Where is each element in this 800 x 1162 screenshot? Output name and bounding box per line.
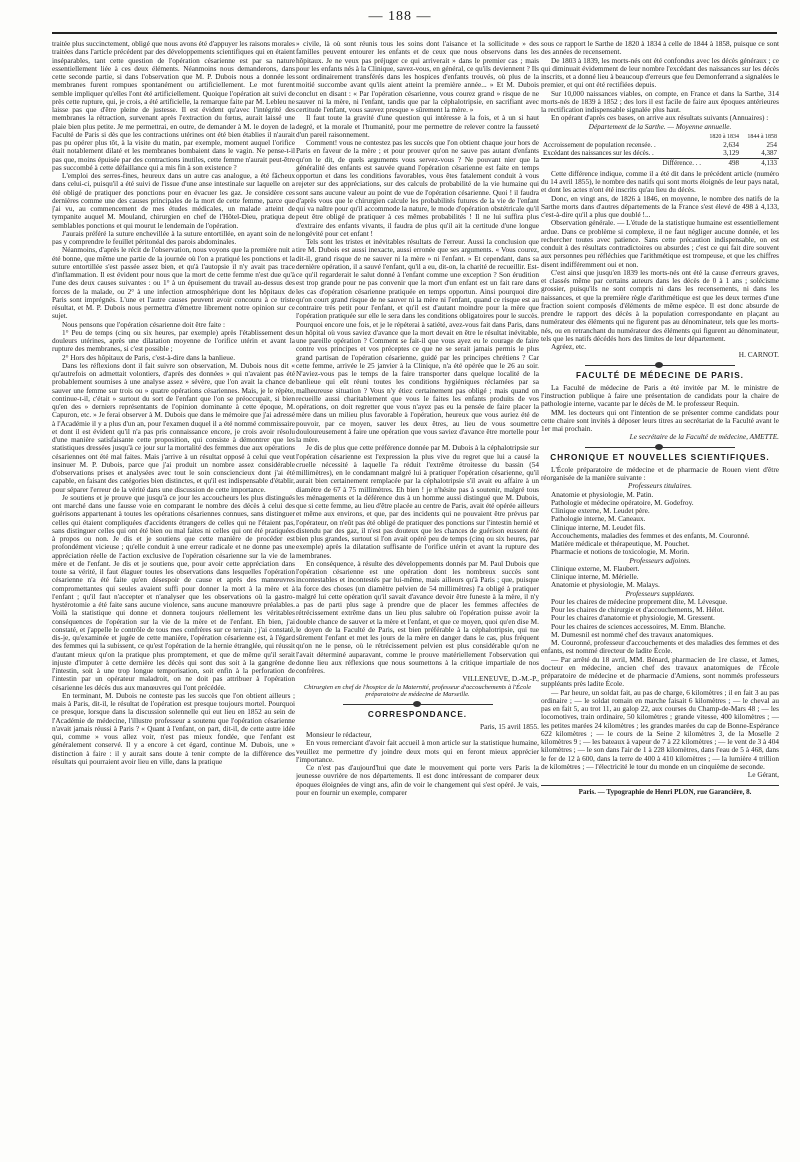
table-row-label: Différence. . . [541,158,703,167]
right-column [541,40,779,1150]
middle-paragraph: Je dis de plus que cette préférence donnée par M. Dubois à la céphalotripsie sur l'opération césarienne est l'expression la plus vive du regret que lui a causé la cruelle nécessité à laquelle l'a réduit l'extrême étroitesse du bassin (54 millimètres), en le condamnant malgré lui à pratiquer l'opération césarienne, qu'il aurait bien certainement remplacée par la céphalotripsie s'il avait eu affaire à un diamètre de 67 à 75 millimètres. Eh bien ! je n'hésite pas à soutenir, malgré tous les ménagements et la déférence dus à un homme aussi distingué que M. Dubois, que si cette femme, au lieu d'être placée au centre de Paris, avait été opérée ailleurs et même aux environs, et que, par des incidents qui ne pouvaient être prévus par l'opérateur, on n'eût pas été obligé de pratiquer des ponctions sur l'intestin hernié et distendu par des gaz, il n'est pas douteux que les chances de guérison eussent été bien plus grandes, surtout si l'on avait opéré peu de temps (cinq ou six heures, par exemple) après la dilatation suffisante de l'orifice utérin et avant la rupture des membranes. [296,443,539,560]
table-header-cell: 1844 à 1858 [747,133,777,140]
correspondence-paragraph: En vous remerciant d'avoir fait accueil à mon article sur la statistique humaine, veuillez me permettre d'y joindre deux mots qui en feront mieux apprécier l'importance. [296,738,539,764]
table-title: Département de la Sarthe. — Moyenne annuelle. [588,121,732,131]
table-cell: 4,387 [761,149,777,158]
list-heading: Professeurs suppléants. [625,588,695,598]
left-paragraph: 2° Hors des hôpitaux de Paris, c'est-à-dire dans la banlieue. [62,352,236,362]
printer-line: Paris. — Typographie de Henri PLON, rue Garancière, 8. [578,788,752,797]
carnot-signature: H. CARNOT. [738,350,779,360]
list-item: Pour les chaires de sciences accessoires, M. Emm. Blanche. [551,621,726,631]
right-paragraph: Donc, en vingt ans, de 1826 à 1846, en moyenne, le nombre des natifs de la Sarthe morts dans d'autres départements de la France s'est élevé de 498 à 4,133, c'est-à-dire qu'il a plus que doublé !... [541,193,779,219]
left-paragraph: L'emploi des serres-fines, heureux dans un autre cas analogue, a été fâcheux dans celui-ci, puisqu'il a été suivi de l'issue d'une anse intestinale sur laquelle on a été obligé de pratiquer des ponctions pour en évacuer les gaz. Je considère ces dernières comme une des causes principales de la mort de cette femme, parce que j'ai vu, au commencement de mes études médicales, un malade atteint de tympanite auquel M. Mouland, chirurgien en chef de l'Hôtel-Dieu, pratiqua de semblables ponctions et qui mourut le lendemain de l'opération. [52,171,295,230]
left-paragraph: Nous pensons que l'opération césarienne doit être faite : [62,319,226,329]
correspondence-heading: CORRESPONDANCE. [367,709,468,719]
list-item: Pour les chaires de chirurgie et d'accouchements, M. Hélot. [551,605,725,614]
faculty-signature: Le secrétaire de la Faculté de médecine, AMETTE. [629,432,779,442]
author-title: Chirurgien en chef de l'hospice de la Maternité, professeur d'accouchements à l'École préparatoire de médecine de Marseille. [303,683,532,699]
chronicle-paragraph: — Par arrêté du 18 avril, MM. Bénard, pharmacien de 1re classe, et James, docteur en médecine, ancien chef des travaux anatomiques de l'École préparatoire de médecine et de pharmacie d'Amiens, sont nommés professeurs suppléants près ladite École. [541,654,779,689]
right-paragraph: Sur 10,000 naissances viables, on compte, en France et dans la Sarthe, 314 morts-nés de 1839 à 1852 ; des lors il est facile de faire aux époques antérieures la rectification indispensable signalée plus haut. [541,88,779,114]
table-row-label: Excédant des naissances sur les décès. . [543,149,654,158]
list-item: Accouchements, maladies des femmes et des enfants, M. Couronné. [551,530,750,540]
table-cell: 254 [766,141,777,149]
right-paragraph: En opérant d'après ces bases, on arrive aux résultats suivants (Annuaires) : [551,113,769,123]
list-item: Pour les chaires de médecine proprement dite, M. Lévesque. [551,596,728,606]
table-cell: 4,133 [741,158,779,167]
list-item: Matière médicale et thérapeutique, M. Pouchet. [551,539,690,548]
chronicle-heading: CHRONIQUE ET NOUVELLES SCIENTIFIQUES. [550,452,770,462]
list-item: Anatomie et physiologie, M. Malays. [551,580,660,590]
left-paragraph: 1° Peu de temps (cinq ou six heures, par exemple) après l'établissement des douleurs utérines, après une dilatation moyenne de l'orifice utérin et avant la rupture des membranes, si c'est possible ; [52,327,295,354]
right-paragraph: sous ce rapport le Sarthe de 1820 à 1834 à celle de 1844 à 1858, puisque ce sont des années de recensement. [541,40,779,57]
chronicle-paragraph: — Par heure, un soldat fait, au pas de charge, 6 kilomètres ; il en fait 3 au pas ordinaire ; — le soldat romain en marche faisait 6 kilomètres ; — le cheval au pas en fait 5, au trot 11, au galop 22, aux courses du Champ-de-Mars 48 ; — les locomotives, train ordinaire, 50 kilomètres ; grande vitesse, 400 kilomètres ; — les petites marées 24 kilomètres ; les grandes marées du cap de Bonne-Espérance 622 kilomètres ; — le cours de la Seine 2 kilomètres 3, de la Moselle 2 kilomètres 9 ; — les bateaux à vapeur de 7 à 22 kilomètres ; — le vent de 3 à 404 kilomètres ; — le son dans l'air de 1 à 228 kilomètres, dans l'eau de 5 à 468, dans le fer de 12 à 600, dans la terre de 400 à 410 kilomètres ; — la lumière 4 trillion de kilomètres ; — l'électricité le tour du monde en un cinquième de seconde. [541,687,779,771]
left-paragraph: traitée plus succinctement, obligé que nous avons été d'appuyer les raisons morales traitées dans l'article précédent par des développements scientifiques qui en étaient inséparables, tant cette question de l'opération césarienne est par sa nature essentiellement liée à ces deux éléments. Néanmoins nous demanderons, dans cette seconde partie, si dans l'observation que M. P. Dubois nous a donnée les membranes furent rompues spontanément ou artificiellement. Le mot furent semble impliquer qu'elles l'ont été artificiellement. Quoique l'opération ait suivi de près cette rupture, qui, je crois, a été artificielle, la remarque faite par M. Lebleu ne laisse pas que d'être pleine de justesse. Il est évident qu'avec l'intégrité des membranes la rétraction, survenant après l'extraction du fœtus, aurait laissé une plaie bien plus petite. Je me permettrai, en outre, de demander à M. le doyen de la Faculté de Paris si dès que les contractions utérines ont été bien établies il n'aurait pas pu opérer plus tôt, à la visite du matin, par exemple, moment auquel l'orifice était notablement dilaté et les membranes bombaient dans le vagin. Ne pense-t-il pas que, moins épuisée par des contractions inutiles, cette femme n'aurait peut-être pas succombé à cette défaillance qui a mis fin à son existence ? [52,40,295,172]
table-row-label: Accroissement de population recensée. . [543,141,656,149]
correspondence-date: Paris, 15 avril 1855. [480,721,539,731]
left-paragraph: En terminant, M. Dubois ne conteste pas les succès que l'on obtient ailleurs ; mais à Paris, dit-il, le résultat de l'opération est presque toujours mortel. Pourquoi ce presque, lorsque dans la discussion solennelle qui eut lieu en 1852 au sein de l'Académie de médecine, l'illustre professeur a soutenu que l'opération césarienne n'avait jamais réussi à Paris ? « Quant à l'enfant, on part, dit-il, de cette autre idée qui, comme » vous allez voir, n'est pas mieux fondée, que l'enfant est généralement conservé. Il y a encore à cet égard, continue M. Dubois, une » distinction à faire : il y aurait sans doute à tenir compte de la différence des résultats qui pourraient avoir lieu en ville, dans la pratique [52,690,295,766]
section-ornament [585,447,735,448]
list-item: Pharmacie et notions de toxicologie, M. Morin. [551,547,690,557]
list-item: Clinique externe, M. Flaubert. [551,563,640,573]
list-item: Clinique interne, M. Mérielle. [551,572,639,581]
correspondence-paragraph: Ce n'est pas d'aujourd'hui que date le mouvement qui porte vers Paris la jeunesse ouvrière de nos départements. Il est donc intéressant de comparer deux époques éloignées de vingt ans, afin de voir le changement qui s'est opéré. Je vais, pour en fournir un exemple, comparer [296,763,539,797]
left-paragraph: J'aurais préféré la suture enchevillée à la suture entortillée, en ayant soin de ne pas y comprendre le feuillet péritonéal des parois abdominales. [52,228,295,246]
table-row [541,141,779,149]
header-rule [52,32,777,34]
faculty-heading: FACULTÉ DE MÉDECINE DE PARIS. [576,370,744,380]
table-cell: 2,634 [723,141,739,149]
middle-paragraph: En conséquence, à résulte des développements donnés par M. Paul Dubois que l'opération césarienne est une opération dont les nombreux succès sont incontestables et incontestés par lui-même, mais ailleurs qu'à Paris ; que, puisque la force des choses (un diamètre pelvien de 54 millimètres) l'a obligé à pratiquer malgré lui cette opération qu'il savait d'avance devoir être funeste à la mère, il n'y a pas de parti plus sage à prendre que de placer les femmes affectées de rétrécissement extrême dans un lieu plus salubre où l'opération puisse avoir la double chance de sauver et la mère et l'enfant, et que ce moyen, quoi qu'en dise M. le doyen de la Faculté de Paris, est bien préférable à la céphalotripsie, qui tue sûrement l'enfant et met les jours de la mère en danger dans le cas, plus fréquent qu'on ne le pense, où le rétrécissement pelvien est plus considérable qu'on ne l'avait déterminé auparavant, comme le prouve matériellement l'observation qui donne lieu aux réflexions que nous soumettons à la critique impartiale de nos confrères. [296,558,539,675]
table-row [541,149,779,158]
middle-paragraph: Tels sont les tristes et inévitables résultats de l'erreur. Aussi la conclusion que tire M. Dubois est aussi inexacte, aussi erronée que ses arguments. « Vous courez, dit-il, grand risque de ne sauver ni la mère » ni l'enfant. » Et cependant, dans sa dernière opération, il a sauvé l'enfant, qu'il a eu, dit-on, la charité de recueillir. Est-ce qu'il regarderait le salut donné à l'enfant comme une exception ? Son érudition est trop grande pour ne pas convenir que la mort d'un enfant est un fait rare dans les cas d'opération césarienne pratiquée en temps opportun. Ainsi pourquoi dire qu'on court grand risque de ne sauver ni la mère ni l'enfant, quand ce risque est au contraire très petit pour l'enfant, et qu'il est d'autant moindre pour la mère que l'opération pratiquée sur elle le sera dans les conditions obligatoires pour le succès. Pourquoi encore une fois, et je le répéterai à satiété, avez-vous fait dans Paris, dans un hôpital où vous saviez d'avance que la mort devait en être le résultat inévitable, une pareille opération ? Comment se fait-il que vous ayez eu le courage de faire contre vos principes et vos préceptes ce que ne se serait jamais permis le plus grand partisan de l'opération césarienne, guidé par les principes chrétiens ? Car cette femme, arrivée le 25 janvier à la Clinique, n'a été opérée que le 26 au soir. N'aviez-vous pas le temps de la faire transporter dans quelque localité de la banlieue qui eût réuni toutes les conditions hygiéniques réclamées par sa malheureuse situation ? Vous n'y étiez certainement pas obligé ; mais quand on recueille aussi charitablement que vous le faites les enfants produits de vos opérations, on doit regretter que vous n'ayez pas eu la pensée de faire placer la mère dans un milieu plus favorable à l'opération, heureux que vous auriez été de pouvoir, par ce moyen, sauver les deux êtres, au lieu de vous soumettre douloureusement à faire une opération que vous saviez d'avance être mortelle pour la mère. [296,237,539,444]
chronicle-intro: L'École préparatoire de médecine et de pharmacie de Rouen vient d'être réorganisée de la manière suivante : [541,464,779,482]
gerant-label: Le Gérant, [747,770,779,779]
list-item: M. Couronné, professeur d'accouchements et des maladies des femmes et des enfants, est nommé directeur de ladite École. [541,638,779,656]
left-paragraph: Néanmoins, d'après le récit de l'observation, nous voyons que la première nuit a été bonne, que même une partie de la journée où l'on a pratiqué les ponctions et la suture entortillée s'est passée assez bien, et qu'à l'autopsie il n'y avait pas trace d'inflammation. Il est évident pour nous que la mort de cette femme n'est due qu'à l'une des deux causes suivantes : ou 1° à un épuisement du travail au-dessus des forces de la malade, ou 2° à une infection atmosphérique dont les hôpitaux de Paris sont imprégnés. L'une et l'autre causes peuvent avoir concouru à ce triste résultat, et M. P. Dubois nous permettra d'émettre librement notre opinion sur ce sujet. [52,245,295,321]
footer-rule [541,785,779,786]
list-item: M. Dumesnil est nommé chef des travaux anatomiques. [551,629,714,639]
table-cell: 498 [703,158,741,167]
middle-paragraph: Il faut toute la gravité d'une question qui intéresse à la fois, et à un si haut degré, et la morale et l'humanité, pour me permettre de relever contre la fausseté d'un pareil raisonnement. [296,113,539,139]
table-header-cell: 1820 à 1834 [709,133,739,140]
page-number: — 188 — [368,9,432,24]
table-header-row [541,133,779,141]
correspondence-salutation: Monsieur le rédacteur, [306,730,372,740]
middle-paragraph: » civile, là où sont réunis tous les soins dont l'aisance et la sollicitude » des familles peuvent entourer les enfants et de ceux que nous observons dans les hôpitaux. Je ne veux pas préjuger ce qui arriverait » dans le premier cas ; mais pour les enfants nés à la Clinique, savez-vous, en général, ce qu'ils deviennent ? Ils sont ordinairement transférés dans les hospices d'enfants trouvés, où plus de la moitié succombe avant qu'ils aient atteint la première année... » Et M. Dubois conclut en disant : « Par l'opération césarienne, vous courez grand » risque de ne sauver ni la mère, ni l'enfant, tandis que par la céphalotripsie, en sacrifiant avec certitude l'enfant, vous sauvez presque » sûrement la mère. » [296,40,539,114]
right-paragraph: Cette différence indique, comme il a été dit dans le précédent article (numéro du 14 avril 1855), le nombre des natifs qui sont morts éloignés de leur pays natal, et dont les actes n'ont été inscrits qu'au lieu du décès. [541,168,779,195]
list-item: Pathologie interne, M. Caneaux. [551,514,646,524]
left-column [52,40,295,1150]
author-signature: VILLENEUVE, D.-M.-P., [462,674,539,684]
left-paragraph: Dans les réflexions dont il fait suivre son observation, M. Dubois nous dit « qu'autrefois on admettait volontiers, d'après des données » qui n'avaient pas été probablement soumises à une analyse assez » sévère, que l'on avait la chance de sauver une femme sur trois ou » quatre opérations césariennes. Mais, je le répète, continue-t-il, c'était » surtout du sort de l'enfant que l'on se préoccupait, si bien qu'en des » derniers représentants de l'opinion dominante à cette époque, M. Capuron, etc. » Je ferai observer à M. Dubois que dans le mémoire que j'ai adressé à l'Académie il y a plus d'un an, pour l'examen duquel il a été nommé commissaire et dont il est évident qu'il n'a pas pris connaissance encore, je crois avoir résolu d'une manière satisfaisante cette proposition, qui consiste à démontrer que les statistiques dressées jusqu'à ce jour sur la mortalité des femmes due aux opérations césariennes ont été mal faites. Mais j'arrive à un résultat opposé à celui que veut insinuer M. P. Dubois, parce que j'ai produit un nombre assez considérable d'observations prises et analysées avec tout le soin consciencieux dont j'ai été capable, en faisant des catégories bien distinctes, et qu'il est indispensable d'établir, pour séparer l'erreur de la vérité dans une discussion de cette importance. [52,360,295,494]
list-item: Anatomie et physiologie, M. Patin. [551,489,654,499]
right-paragraph: Observation générale. — L'étude de la statistique humaine est essentiellement ardue. Dans ce problème si complexe, il ne faut négliger aucune donnée, et les rechercher toutes avec patience. Sans cette précaution indispensable, on est conduit à des résultats contradictoires ou absurdes ; c'est ce qui fait dire souvent aux personnes peu réfléchies que l'arithmétique est trompeuse, et que les chiffres disent indifféremment oui et non. [541,218,779,269]
list-item: Clinique interne, M. Leudet fils. [551,522,646,532]
table-row [541,158,779,167]
section-ornament [343,704,493,705]
list-item: Pathologie et médecine opératoire, M. Godefroy. [551,497,694,507]
faculty-paragraph: MM. les docteurs qui ont l'intention de se présenter comme candidats pour cette chaire sont invités à déposer leurs titres au secrétariat de la Faculté avant le 1er mai prochain. [541,407,779,433]
statistics-table [541,133,779,167]
left-paragraph: Je soutiens et je prouve que jusqu'à ce jour les accoucheurs les plus distingués ont marché dans une fausse voie en comparant le nombre des décès à celui des guérisons appartenant à toutes les opérations césariennes connues, sans distinguer celles qui étaient compliquées d'accidents étrangers de celles qui ne l'étaient pas, sans distinguer celles qui ont été bien ou mal faites ni celles qui ont été pratiquées à propos ou non. Je dis et je soutiens que cette manière de procéder est profondément vicieuse ; qu'elle conduit à une erreur radicale et ne donne pas une appréciation réelle de l'action exclusive de l'opération césarienne sur la vie de la mère et de l'enfant. Je dis et je soutiens que, pour avoir cette appréciation dans toute sa vérité, il faut élaguer toutes les observations dans lesquelles l'opération césarienne n'a été faite qu'en désespoir de cause et après des manœuvres compromettantes qui seules avaient suffi pour donner la mort à la mère et à l'enfant ; qu'il faut n'accepter et n'analyser que les observations où la gastro-hystérotomie a été faite sans aucune violence, sans aucune manœuvre préalables. Voilà la statistique qui donne et donnera toujours réellement les véritables conséquences de l'opération sur la vie de la mère et de l'enfant. Eh bien, j'ai constaté, et j'appelle le contrôle de tous mes confrères sur ce terrain ; j'ai constaté, dis-je, qu'examinée et jugée de cette manière, l'opération césarienne est, à l'égard des femmes qui la subissent, ce qu'est l'opération de la hernie étranglée, qui réussit d'autant mieux qu'on la pratique plus promptement, et que de même qu'il serait injuste d'imputer à cette dernière les décès qui sont dus soit à la gangrène de l'intestin, soit à une trop longue temporisation, soit enfin à la perforation de l'intestin par un opérateur maladroit, on ne doit pas attribuer à l'opération césarienne les décès dus aux manœuvres qui l'ont précédée. [52,492,295,692]
section-ornament [585,365,735,366]
right-paragraph: De 1803 à 1839, les morts-nés ont été confondus avec les décès généraux ; ce qui diminuait évidemment de leur nombre l'excédant des naissances sur les décès inscrits, et a donné lieu à beaucoup d'erreurs que feu Demonferrand a signalées le premier, et qui ont été rectifiées depuis. [541,55,779,90]
faculty-paragraph: La Faculté de médecine de Paris a été invitée par M. le ministre de l'instruction publique à faire une présentation de candidats pour la chaire de pathologie interne, vacante par le décès de M. le professeur Requin. [541,382,779,409]
right-paragraph: Agréez, etc. [551,342,587,351]
list-item: Pour les chaires d'anatomie et physiologie, M. Gressent. [551,613,715,623]
list-item: Clinique externe, M. Leudet père. [551,506,650,515]
right-paragraph: C'est ainsi que jusqu'en 1839 les morts-nés ont été la cause d'erreurs graves, et classés même par certains auteurs dans les décès de 0 à 1 ans ; solécisme grossier, puisqu'ils ne sont compris ni dans les recensements, ni dans les naissances, et que la première règle d'arithmétique est que les deux termes d'une fraction soient composés d'éléments de même espèce. Il est donc absurde de prendre le rapport des décès à la population correspondante en plaçant au numérateur des éléments qui ne figurent pas au dénominateur, tels que les morts-nés, ou en retranchant du numérateur des éléments qui figurent au dénominateur, tels que les natifs décédés hors des limites de leur département. [541,267,779,343]
list-heading: Professeurs adjoints. [629,555,691,565]
list-heading: Professeurs titulaires. [628,481,692,491]
table-cell: 3,129 [723,149,739,158]
middle-column [296,40,539,1150]
middle-paragraph: Comment! vous ne contestez pas les succès que l'on obtient chaque jour hors de Paris en faveur de la mère ; et pour prouver qu'on ne sauve pas autant d'enfants qu'on le dit, de quels arguments vous servez-vous ? Ne pouvant nier que la généralité des enfants est sauvée quand l'opération césarienne est faite en temps opportun et dans les conditions favorables, vous êtes fatalement conduit à vous rejeter sur des appréciations, sur des calculs de probabilité de la vie humaine qui sont sans aucune valeur au point de vue de l'opération césarienne. Quoi ! il faudra d'après vous que le chirurgien calcule les probabilités futures de la vie de l'enfant qui va naître pour qu'il accommode la nature, le mode d'opération obstétricale qu'il peut être obligé de pratiquer à ces mêmes probabilités ! Il ne lui suffira plus d'extraire des enfants vivants, il faudra de plus qu'il ait la certitude d'une longue longévité pour cet enfant ! [296,138,539,238]
